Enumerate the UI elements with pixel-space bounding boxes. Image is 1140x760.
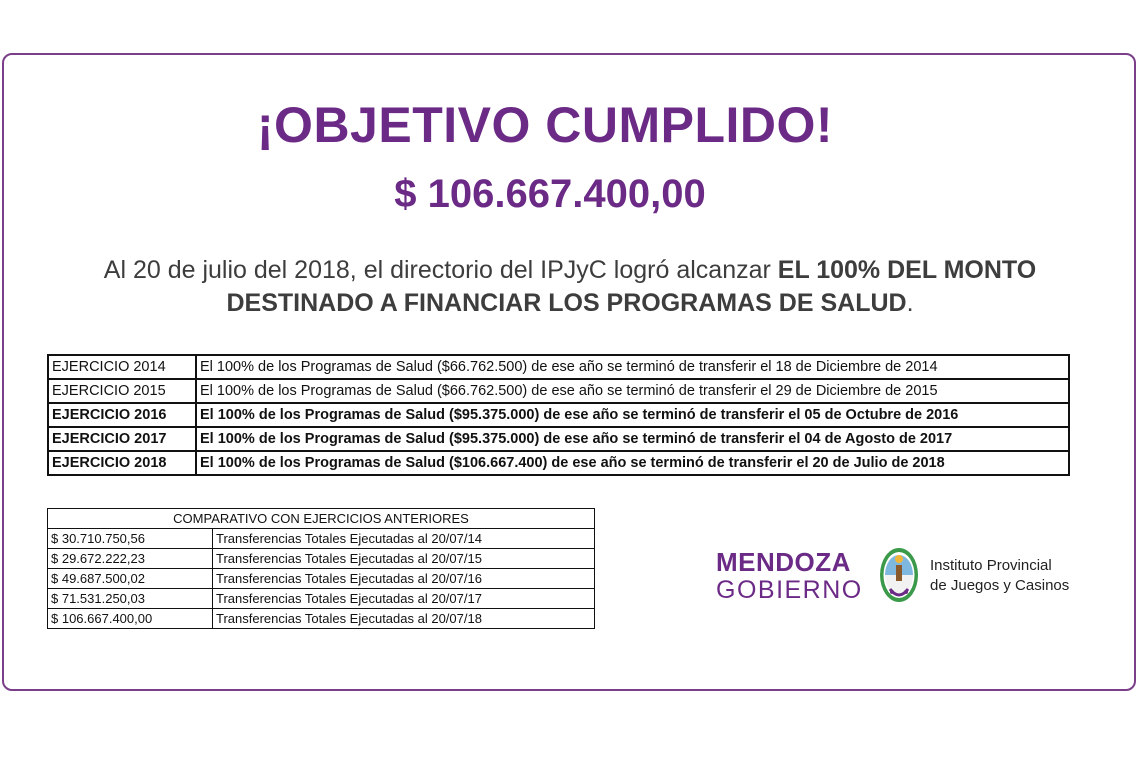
total-amount: $ 106.667.400,00: [394, 172, 706, 216]
table-row: [48, 589, 595, 609]
comparativo-title: COMPARATIVO CON EJERCICIOS ANTERIORES: [48, 509, 595, 529]
label-cell: Transferencias Totales Ejecutadas al 20/07/16: [213, 569, 595, 589]
table-row: [48, 379, 1069, 403]
year-cell: EJERCICIO 2014: [48, 355, 196, 379]
institute-line2: de Juegos y Casinos: [930, 577, 1070, 594]
amount-cell: $ 106.667.400,00: [48, 609, 213, 629]
table-row: [48, 355, 1069, 379]
amount-cell: $ 30.710.750,56: [48, 529, 213, 549]
label-cell: Transferencias Totales Ejecutadas al 20/07/17: [213, 589, 595, 609]
label-cell: Transferencias Totales Ejecutadas al 20/07/15: [213, 549, 595, 569]
amount-cell: $ 29.672.222,23: [48, 549, 213, 569]
mendoza-gobierno-logo: [716, 548, 863, 604]
statement-end: .: [906, 289, 914, 317]
statement-intro: Al 20 de julio del 2018, el directorio del IPJyC logró alcanzar: [103, 256, 778, 284]
table-row: [48, 403, 1069, 427]
logo-line2: GOBIERNO: [716, 576, 863, 604]
table-row: [48, 609, 595, 629]
table-row: [48, 529, 595, 549]
amount-cell: $ 49.687.500,02: [48, 569, 213, 589]
statement-bold: EL 100% DEL MONTO DESTINADO A FINANCIAR LOS PROGRAMAS DE SALUD: [226, 256, 1037, 317]
year-cell: EJERCICIO 2017: [48, 427, 196, 451]
institute-name: [930, 556, 1069, 596]
text-cell: El 100% de los Programas de Salud ($66.762.500) de ese año se terminó de transferir el 29 de Diciembre de 2015: [196, 379, 1069, 403]
headline: ¡OBJETIVO CUMPLIDO!: [256, 97, 834, 153]
text-cell: El 100% de los Programas de Salud ($95.375.000) de ese año se terminó de transferir el 05 de Octubre de 2016: [196, 403, 1069, 427]
table-header-row: [48, 509, 595, 529]
institute-line1: Instituto Provincial: [930, 557, 1052, 574]
year-cell: EJERCICIO 2016: [48, 403, 196, 427]
table-row: [48, 451, 1069, 475]
mendoza-coat-of-arms-icon: [878, 545, 920, 605]
text-cell: El 100% de los Programas de Salud ($106.667.400) de ese año se terminó de transferir el 20 de Julio de 2018: [196, 451, 1069, 475]
table-row: [48, 549, 595, 569]
statement: [60, 254, 1080, 320]
text-cell: El 100% de los Programas de Salud ($66.762.500) de ese año se terminó de transferir el 18 de Diciembre de 2014: [196, 355, 1069, 379]
logo-line1: MENDOZA: [716, 547, 851, 577]
table-row: [48, 569, 595, 589]
table-row: [48, 427, 1069, 451]
label-cell: Transferencias Totales Ejecutadas al 20/07/14: [213, 529, 595, 549]
ejercicios-table: [47, 354, 1070, 476]
year-cell: EJERCICIO 2018: [48, 451, 196, 475]
comparativo-table: [47, 508, 595, 629]
text-cell: El 100% de los Programas de Salud ($95.375.000) de ese año se terminó de transferir el 04 de Agosto de 2017: [196, 427, 1069, 451]
year-cell: EJERCICIO 2015: [48, 379, 196, 403]
label-cell: Transferencias Totales Ejecutadas al 20/07/18: [213, 609, 595, 629]
amount-cell: $ 71.531.250,03: [48, 589, 213, 609]
